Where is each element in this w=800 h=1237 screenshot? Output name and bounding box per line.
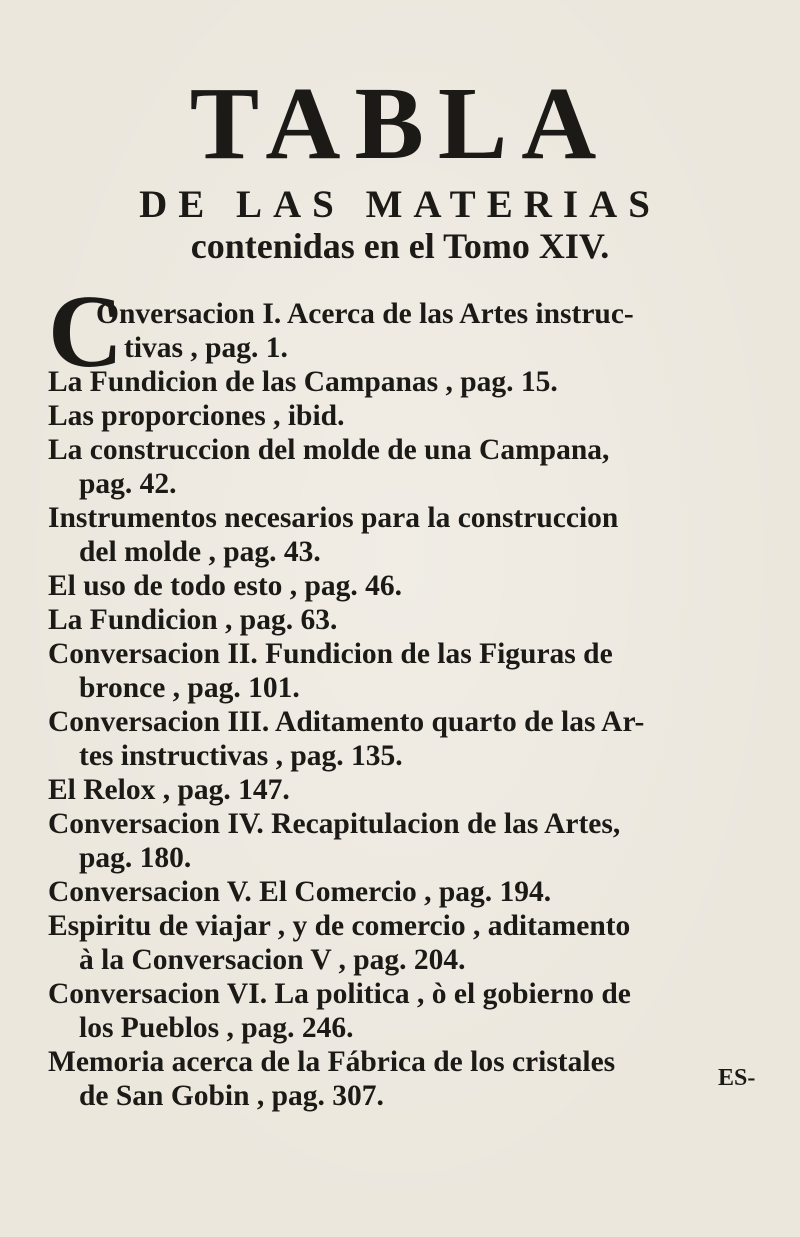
toc-line: El Relox , pag. 147. <box>48 774 290 806</box>
toc-line: bronce , pag. 101. <box>79 672 300 704</box>
toc-line: Conversacion IV. Recapitulacion de las Artes, <box>48 808 621 840</box>
toc-line: Instrumentos necesarios para la construccion <box>48 502 619 534</box>
toc-line: del molde , pag. 43. <box>79 536 321 568</box>
catchword: ES- <box>718 1065 756 1091</box>
drop-cap: C <box>48 274 124 389</box>
toc-line: tes instructivas , pag. 135. <box>79 740 403 772</box>
toc-line: Conversacion V. El Comercio , pag. 194. <box>48 876 552 908</box>
toc-line: Las proporciones , ibid. <box>48 400 345 432</box>
page-title: TABLA <box>189 66 611 181</box>
volume-note: contenidas en el Tomo XIV. <box>190 226 610 266</box>
toc-line: La Fundicion , pag. 63. <box>48 604 338 636</box>
toc-line: de San Gobin , pag. 307. <box>79 1080 384 1112</box>
toc-line: La construccion del molde de una Campana, <box>48 434 610 466</box>
toc-line: La Fundicion de las Campanas , pag. 15. <box>48 366 558 398</box>
toc-line: Onversacion I. Acerca de las Artes instruc- <box>96 298 634 330</box>
toc-line: tivas , pag. 1. <box>124 332 288 364</box>
toc-line: los Pueblos , pag. 246. <box>79 1012 354 1044</box>
toc-line: Conversacion II. Fundicion de las Figuras de <box>48 638 613 670</box>
toc-line: à la Conversacion V , pag. 204. <box>79 944 466 976</box>
toc-line: Memoria acerca de la Fábrica de los cristales <box>48 1046 616 1078</box>
toc-line: pag. 42. <box>79 468 177 500</box>
toc-line: Conversacion VI. La politica , ò el gobierno de <box>48 978 631 1010</box>
toc-line: pag. 180. <box>79 842 192 874</box>
page-subtitle: DE LAS MATERIAS <box>139 183 661 226</box>
toc-line: Espiritu de viajar , y de comercio , aditamento <box>48 910 631 942</box>
toc-line: El uso de todo esto , pag. 46. <box>48 570 403 602</box>
toc-line: Conversacion III. Aditamento quarto de las Ar- <box>48 706 645 738</box>
